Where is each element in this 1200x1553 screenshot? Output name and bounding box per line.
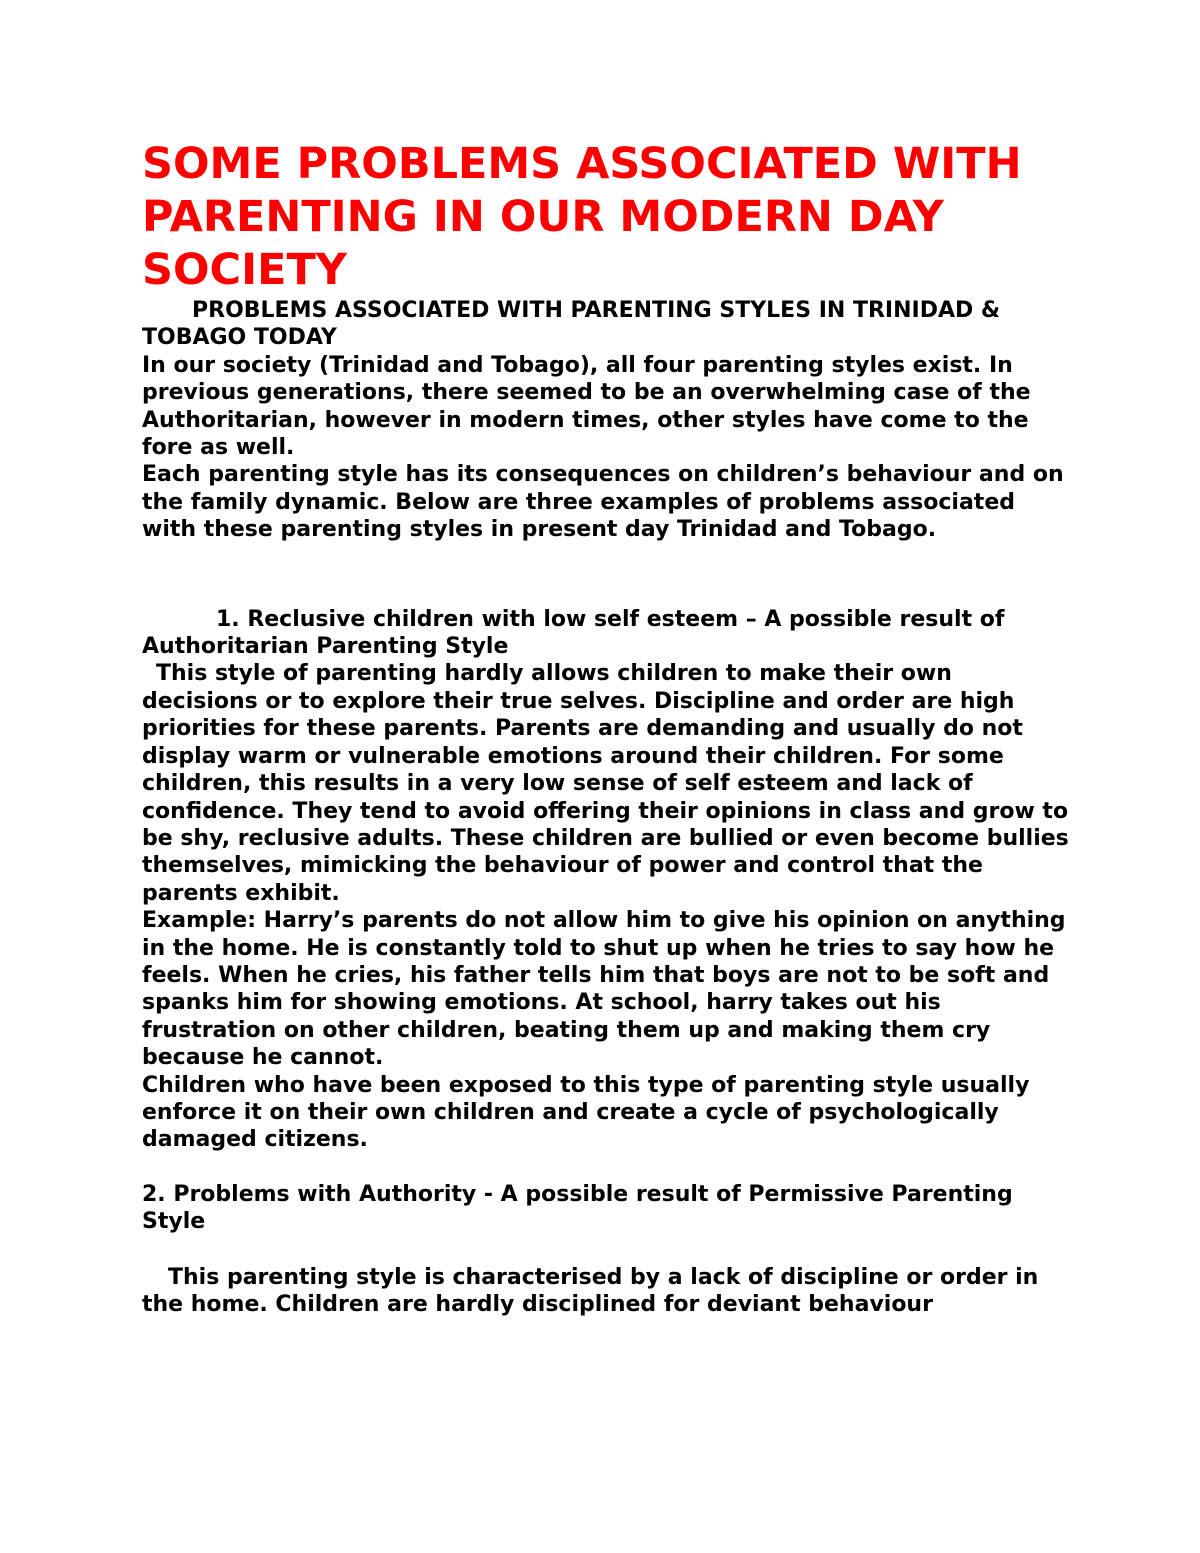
intro-paragraph-2: Each parenting style has its consequences on children’s behaviour and on the family dynamic. Below are three examples of problems associated with these parenting styles in present day Trinidad and Tobago. [142,462,1064,543]
document-title: SOME PROBLEMS ASSOCIATED WITH PARENTING IN OUR MODERN DAY SOCIETY [142,139,1022,295]
subheading: PROBLEMS ASSOCIATED WITH PARENTING STYLES IN TRINIDAD & TOBAGO TODAY [142,298,1001,351]
section-1-heading: 1. Reclusive children with low self esteem – A possible result of Authoritarian Parenting Style [142,606,1005,660]
section-1-example: Example: Harry’s parents do not allow him to give his opinion on anything in the home. He is constantly told to shut up when he tries to say how he feels. When he cries, his father tells him that boys are not to be soft and spanks him for showing emotions. At school, harry takes out his frustration on other children, beating them up and making them cry because he cannot. [142,908,1066,1071]
section-1-paragraph: This style of parenting hardly allows children to make their own decisions or to explore their true selves. Discipline and order are high priorities for these parents. Parents are demanding and usually do not display warm or vulnerable emotions around their children. For some children, this results in a very low sense of self esteem and lack of confidence. They tend to avoid offering their opinions in class and grow to be shy, reclusive adults. These children are bullied or even become bullies themselves, mimicking the behaviour of power and control that the parents exhibit. [142,661,1069,906]
intro-paragraph-1: In our society (Trinidad and Tobago), all four parenting styles exist. In previous generations, there seemed to be an overwhelming case of the Authoritarian, however in modern times, other styles have come to the fore as well. [142,352,1031,461]
section-2-paragraph: This parenting style is characterised by a lack of discipline or order in the home. Children are hardly disciplined for deviant behaviour [142,1264,1039,1317]
section-2-heading: 2. Problems with Authority - A possible result of Permissive Parenting Style [142,1181,1013,1235]
section-1-conclusion: Children who have been exposed to this type of parenting style usually enforce it on their own children and create a cycle of psychologically damaged citizens. [142,1072,1030,1153]
document-content [142,138,1072,1318]
